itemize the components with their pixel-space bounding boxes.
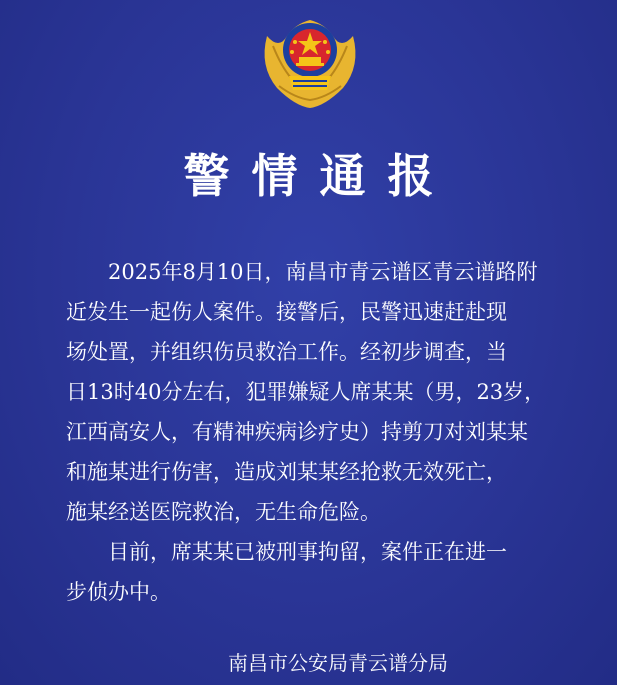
paragraph-line: 步侦办中。 <box>66 580 171 604</box>
notice-title: 警情通报 <box>183 149 456 203</box>
issuer-signature: 南昌市公安局青云谱分局 <box>228 651 448 675</box>
paragraph-line: 场处置，并组织伤员救治工作。经初步调查，当 <box>66 340 507 364</box>
paragraph-line: 和施某进行伤害，造成刘某某经抢救无效死亡， <box>66 460 507 484</box>
paragraph-line: 近发生一起伤人案件。接警后，民警迅速赶赴现 <box>66 300 507 324</box>
police-emblem-icon <box>255 6 365 110</box>
paragraph-2 <box>66 532 566 612</box>
notice-body <box>66 252 566 612</box>
paragraph-line: 目前，席某某已被刑事拘留，案件正在进一 <box>108 540 507 564</box>
paragraph-line: 施某经送医院救治，无生命危险。 <box>66 500 381 524</box>
paragraph-1 <box>66 252 566 532</box>
paragraph-line: 日13时40分左右，犯罪嫌疑人席某某（男，23岁， <box>66 380 546 404</box>
paragraph-line: 2025年8月10日，南昌市青云谱区青云谱路附 <box>108 260 538 284</box>
paragraph-line: 江西高安人，有精神疾病诊疗史）持剪刀对刘某某 <box>66 420 528 444</box>
